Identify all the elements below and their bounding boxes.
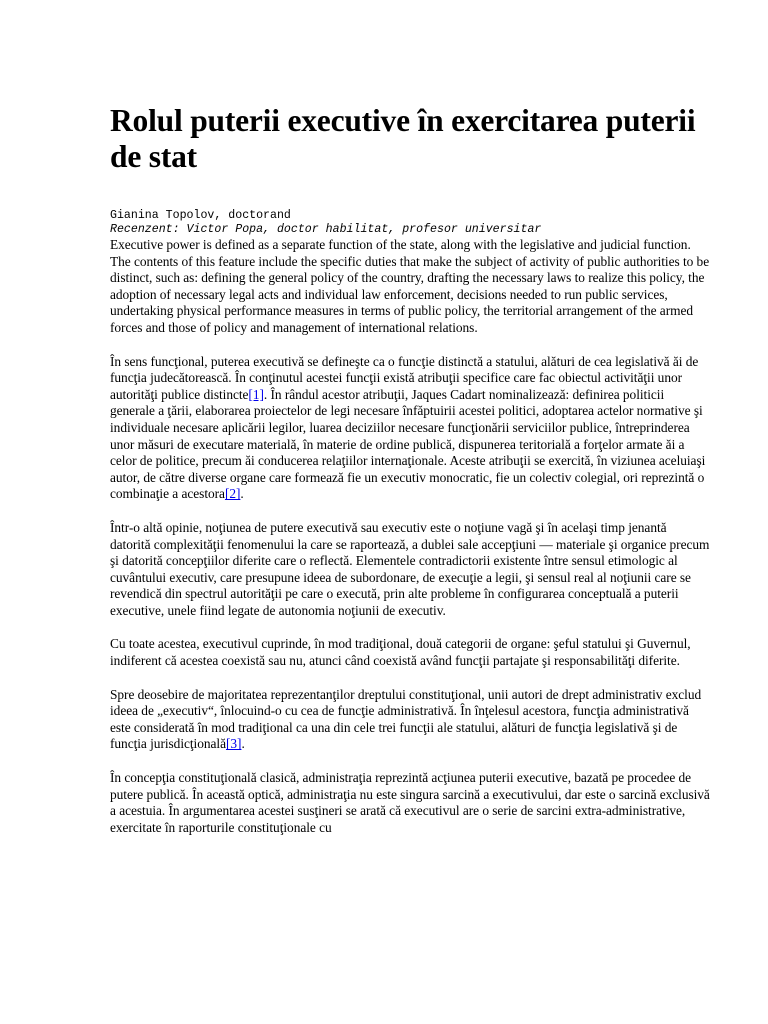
body-paragraph-5: În concepţia constituţională clasică, administraţia reprezintă acţiunea puterii executive, bazată pe procedee de putere publică. În această optică, administraţia nu este singura sarcină a executivului, dar este o sarcină exclusivă a acestuia. În argumentarea acestei susţineri se arată că executivul are o serie de sarcini extra-administrative, exercitate în raporturile constituţionale cu <box>110 770 710 835</box>
reviewer-line: Recenzent: Victor Popa, doctor habilitat, profesor universitar <box>110 223 542 236</box>
body-paragraph-2: Într-o altă opinie, noţiunea de putere executivă sau executiv este o noţiune vagă şi în acelaşi timp jenantă datorită complexităţii fenomenului la care se raportează, a dublei sale accepţiuni — materiale şi organice precum şi datorită concepţiilor diferite care o reflectă. Elementele contradictorii existente între sensul etimologic al cuvântului executiv, care presupune ideea de subordonare, de execuţie a legii, şi sensul real al noţiunii care se revendică din spectrul autorităţii pe care o execută, prin alte probleme în configurarea conceptuală a puterii executive, unele fiind legate de autonomia noţiunii de executiv. <box>110 519 710 618</box>
article <box>110 103 710 853</box>
paragraph-text: . <box>240 486 244 502</box>
body-paragraph-1 <box>110 354 710 503</box>
paragraph-text: Spre deosebire de majoritatea reprezentanţilor dreptului constituţional, unii autori de drept administrativ exclud ideea de „executiv“, înlocuind-o cu cea de funcţie administrativă. În înţelesul acestora, funcţia administrativă este considerată în mod tradiţional ca una din cele trei funcţii ale statului, alături de funcţia legislativă şi de funcţia jurisdicţională <box>110 686 702 752</box>
paragraph-text: . În rândul acestor atribuţii, Jaques Cadart nominalizează: definirea politicii generale a ţării, elaborarea proiectelor de legi necesare înfăptuirii acestei politici, adoptarea actelor normative şi individuale necesare aplicării legilor, luarea deciziilor necesare funcţionării serviciilor publice, întreprinderea unor măsuri de executare materială, în materie de ordine publică, dispunerea teritorială a forţelor armate ăi a celor de politice, precum ăi conducerea relaţiilor internaţionale. Aceste atribuţii se exercită, în viziunea aceluiaşi autor, de către diverse organe care formează fie un executiv monocratic, fie un colectiv colegial, ori reprezintă o combinaţie a acestora <box>110 386 706 502</box>
footnote-link-1[interactable]: [1] <box>248 386 264 402</box>
abstract-paragraph: Executive power is defined as a separate function of the state, along with the legislative and judicial function. The contents of this feature include the specific duties that make the subject of activity of public authorities to be distinct, such as: defining the general policy of the country, drafting the necessary laws to realize this policy, the adoption of necessary legal acts and individual law enforcement, decisions needed to run public services, undertaking physical performance measures in terms of public policy, the territorial arrangement of the armed forces and those of policy and management of international relations. <box>110 237 710 335</box>
body-paragraph-4 <box>110 687 710 753</box>
body-paragraph-3: Cu toate acestea, executivul cuprinde, în mod tradiţional, două categorii de organe: şeful statului şi Guvernul, indiferent că acestea coexistă sau nu, atunci când coexistă având funcţii partajate şi responsabilităţi diferite. <box>110 636 691 669</box>
author-line: Gianina Topolov, doctorand <box>110 209 291 222</box>
paragraph-text: În sens funcţional, puterea executivă se defineşte ca o funcţie distinctă a statului, alături de cea legislativă ăi de funcţia judecătorească. În conţinutul acestei funcţii există atribuţii specifice care fac obiectul activităţii unor autorităţi publice distincte <box>110 353 699 402</box>
footnote-link-3[interactable]: [3] <box>225 736 242 752</box>
article-title: Rolul puterii executive în exercitarea puterii de stat <box>110 103 696 174</box>
footnote-link-2[interactable]: [2] <box>224 486 241 502</box>
paragraph-text: . <box>241 736 245 752</box>
